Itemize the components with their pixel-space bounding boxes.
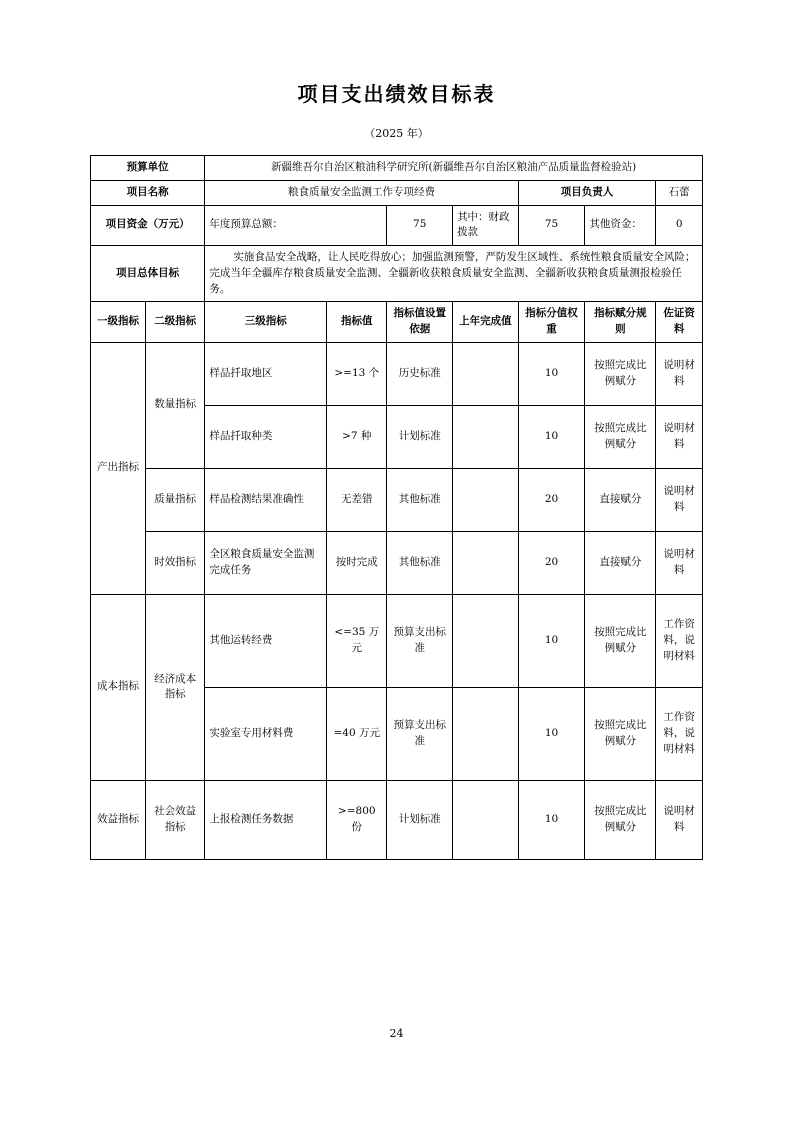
project-leader-label: 项目负责人 bbox=[518, 180, 656, 205]
overall-goal-text: 实施食品安全战略，让人民吃得放心；加强监测预警，严防发生区域性、系统性粮食质量安全风险；完成当年全疆库存粮食质量安全监测、全疆新收获粮食质量安全监测、全疆新收获粮食质量测报检验任务。 bbox=[209, 251, 696, 295]
cell-level3: 其他运转经费 bbox=[205, 594, 327, 687]
table-row-project-name bbox=[91, 180, 703, 205]
table-row-overall-goal bbox=[91, 246, 703, 302]
cell-value: =40 万元 bbox=[327, 687, 387, 780]
table-row-project-fund bbox=[91, 205, 703, 246]
cell-rule: 直接赋分 bbox=[585, 531, 656, 594]
cell-weight: 10 bbox=[518, 594, 585, 687]
cell-basis: 计划标准 bbox=[387, 780, 453, 859]
cell-rule: 按照完成比例赋分 bbox=[585, 780, 656, 859]
cell-proof: 说明材料 bbox=[656, 531, 703, 594]
cell-basis: 其他标准 bbox=[387, 531, 453, 594]
budget-unit-label: 预算单位 bbox=[91, 156, 205, 181]
cell-proof: 说明材料 bbox=[656, 468, 703, 531]
overall-goal-label: 项目总体目标 bbox=[91, 246, 205, 302]
cell-weight: 10 bbox=[518, 342, 585, 405]
cell-rule: 按照完成比例赋分 bbox=[585, 594, 656, 687]
column-header-level1: 一级指标 bbox=[91, 302, 146, 343]
annual-budget-value: 75 bbox=[387, 205, 453, 246]
cell-proof: 工作资料，说明材料 bbox=[656, 687, 703, 780]
cell-level3: 上报检测任务数据 bbox=[205, 780, 327, 859]
cell-level1: 成本指标 bbox=[91, 594, 146, 780]
page-title: 项目支出绩效目标表 bbox=[297, 82, 496, 106]
project-name-value: 粮食质量安全监测工作专项经费 bbox=[205, 180, 518, 205]
cell-level1: 产出指标 bbox=[91, 342, 146, 594]
cell-weight: 20 bbox=[518, 531, 585, 594]
cell-rule: 按照完成比例赋分 bbox=[585, 687, 656, 780]
fiscal-allocation-label: 其中：财政拨款 bbox=[453, 205, 519, 246]
cell-last-year bbox=[453, 780, 519, 859]
cell-value: >7 种 bbox=[327, 405, 387, 468]
cell-basis: 计划标准 bbox=[387, 405, 453, 468]
table-row bbox=[91, 780, 703, 859]
cell-proof: 说明材料 bbox=[656, 405, 703, 468]
cell-rule: 按照完成比例赋分 bbox=[585, 405, 656, 468]
cell-value: <=35 万元 bbox=[327, 594, 387, 687]
column-header-level3: 三级指标 bbox=[205, 302, 327, 343]
cell-basis: 其他标准 bbox=[387, 468, 453, 531]
project-leader-value: 石蕾 bbox=[656, 180, 703, 205]
column-header-proof: 佐证资料 bbox=[656, 302, 703, 343]
table-row-budget-unit bbox=[91, 156, 703, 181]
column-header-basis: 指标值设置依据 bbox=[387, 302, 453, 343]
cell-basis: 预算支出标准 bbox=[387, 687, 453, 780]
cell-rule: 直接赋分 bbox=[585, 468, 656, 531]
table-row bbox=[91, 594, 703, 687]
cell-level2: 经济成本指标 bbox=[146, 594, 205, 780]
cell-value: 按时完成 bbox=[327, 531, 387, 594]
table-row bbox=[91, 342, 703, 405]
cell-last-year bbox=[453, 594, 519, 687]
cell-last-year bbox=[453, 468, 519, 531]
fiscal-allocation-value: 75 bbox=[518, 205, 585, 246]
cell-level2: 质量指标 bbox=[146, 468, 205, 531]
cell-level3: 样品检测结果准确性 bbox=[205, 468, 327, 531]
cell-weight: 10 bbox=[518, 780, 585, 859]
cell-proof: 说明材料 bbox=[656, 342, 703, 405]
column-header-value: 指标值 bbox=[327, 302, 387, 343]
column-header-last-year: 上年完成值 bbox=[453, 302, 519, 343]
cell-weight: 20 bbox=[518, 468, 585, 531]
project-name-label: 项目名称 bbox=[91, 180, 205, 205]
cell-level2: 社会效益指标 bbox=[146, 780, 205, 859]
performance-goal-table bbox=[90, 155, 703, 860]
project-fund-label: 项目资金（万元） bbox=[91, 205, 205, 246]
cell-proof: 工作资料，说明材料 bbox=[656, 594, 703, 687]
table-row bbox=[91, 468, 703, 531]
cell-level3: 样品扦取种类 bbox=[205, 405, 327, 468]
cell-last-year bbox=[453, 687, 519, 780]
cell-level3: 全区粮食质量安全监测完成任务 bbox=[205, 531, 327, 594]
cell-rule: 按照完成比例赋分 bbox=[585, 342, 656, 405]
cell-proof: 说明材料 bbox=[656, 780, 703, 859]
cell-last-year bbox=[453, 531, 519, 594]
cell-basis: 历史标准 bbox=[387, 342, 453, 405]
overall-goal-value bbox=[205, 246, 703, 302]
other-fund-label: 其他资金： bbox=[585, 205, 656, 246]
cell-weight: 10 bbox=[518, 687, 585, 780]
cell-level1: 效益指标 bbox=[91, 780, 146, 859]
cell-level2: 时效指标 bbox=[146, 531, 205, 594]
cell-value: 无差错 bbox=[327, 468, 387, 531]
cell-last-year bbox=[453, 405, 519, 468]
column-header-weight: 指标分值权重 bbox=[518, 302, 585, 343]
page-number: 24 bbox=[389, 1027, 404, 1040]
column-header-level2: 二级指标 bbox=[146, 302, 205, 343]
cell-last-year bbox=[453, 342, 519, 405]
other-fund-value: 0 bbox=[656, 205, 703, 246]
cell-basis: 预算支出标准 bbox=[387, 594, 453, 687]
cell-level3: 样品扦取地区 bbox=[205, 342, 327, 405]
annual-budget-label: 年度预算总额： bbox=[205, 205, 387, 246]
cell-level3: 实验室专用材料费 bbox=[205, 687, 327, 780]
table-row bbox=[91, 531, 703, 594]
cell-value: >=800 份 bbox=[327, 780, 387, 859]
cell-level2: 数量指标 bbox=[146, 342, 205, 468]
cell-weight: 10 bbox=[518, 405, 585, 468]
table-header-row bbox=[91, 302, 703, 343]
cell-value: >=13 个 bbox=[327, 342, 387, 405]
column-header-rule: 指标赋分规则 bbox=[585, 302, 656, 343]
page-subtitle: （2025 年） bbox=[364, 127, 429, 140]
budget-unit-value: 新疆维吾尔自治区粮油科学研究所(新疆维吾尔自治区粮油产品质量监督检验站) bbox=[205, 156, 703, 181]
